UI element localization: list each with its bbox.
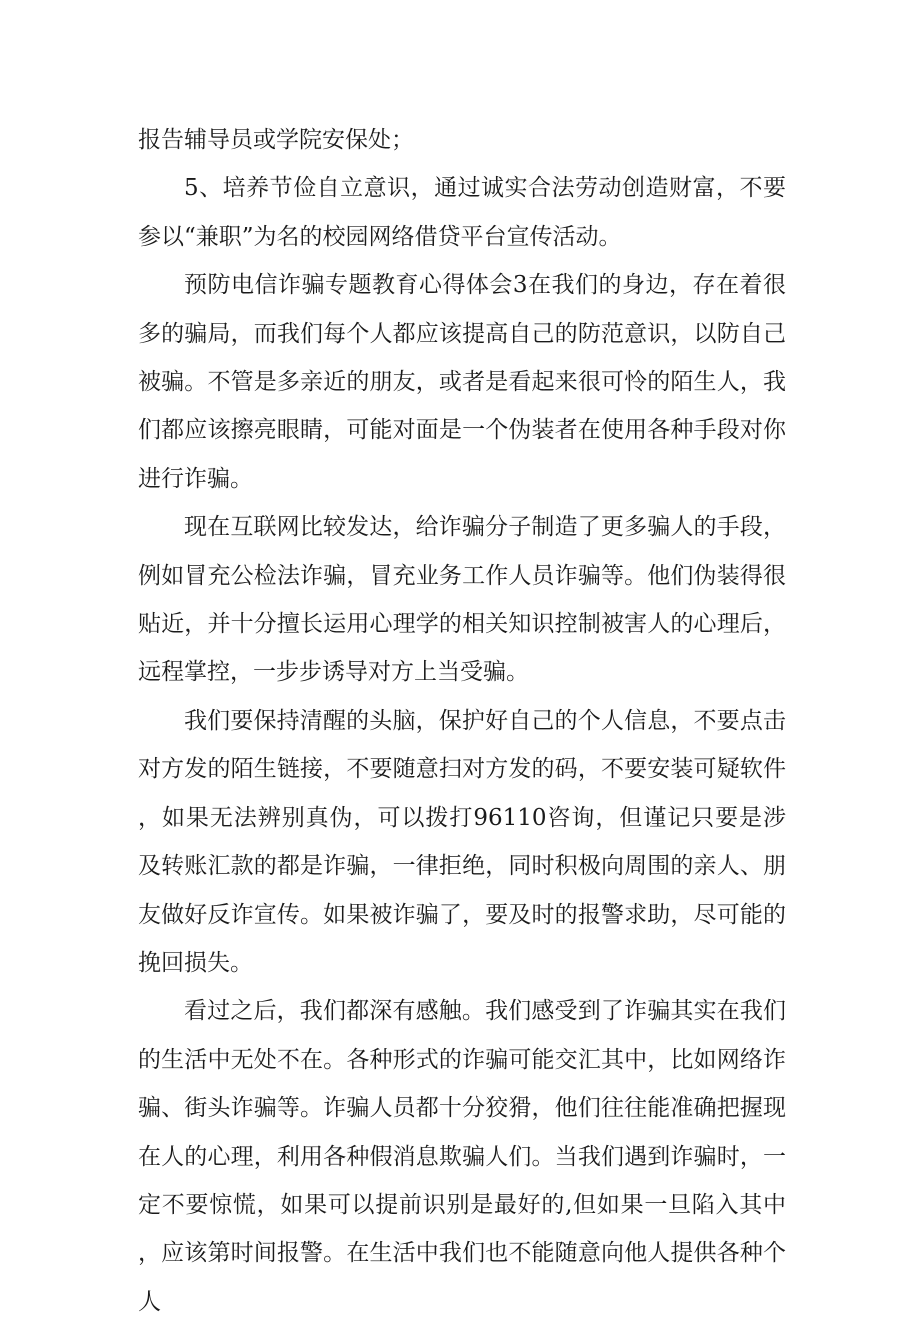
paragraph-3: 预防电信诈骗专题教育心得体会3在我们的身边，存在着很多的骗局，而我们每个人都应该提高自己的防范意识，以防自己被骗。不管是多亲近的朋友，或者是看起来很可怜的陌生人，我们都应该擦亮眼睛，可能对面是一个伪装者在使用各种手段对你进行诈骗。 [138, 272, 786, 492]
paragraph-2: 5、培养节俭自立意识，通过诚实合法劳动创造财富，不要参以“兼职”为名的校园网络借贷平台宣传活动。 [138, 175, 786, 250]
paragraph-1: 报告辅导员或学院安保处； [138, 127, 414, 153]
paragraph-4: 现在互联网比较发达，给诈骗分子制造了更多骗人的手段，例如冒充公检法诈骗，冒充业务工作人员诈骗等。他们伪装得很贴近，并十分擅长运用心理学的相关知识控制被害人的心理后，远程掌控，一步步诱导对方上当受骗。 [138, 514, 786, 686]
document-body [138, 116, 786, 1326]
paragraph-5: 我们要保持清醒的头脑，保护好自己的个人信息，不要点击对方发的陌生链接，不要随意扫对方发的码，不要安装可疑软件，如果无法辨别真伪，可以拨打96110咨询，但谨记只要是涉及转账汇款的都是诈骗，一律拒绝，同时积极向周围的亲人、朋友做好反诈宣传。如果被诈骗了，要及时的报警求助，尽可能的挽回损失。 [138, 707, 786, 976]
paragraph-6: 看过之后，我们都深有感触。我们感受到了诈骗其实在我们的生活中无处不在。各种形式的诈骗可能交汇其中，比如网络诈骗、街头诈骗等。诈骗人员都十分狡猾，他们往往能准确把握现在人的心理，利用各种假消息欺骗人们。当我们遇到诈骗时，一定不要惊慌，如果可以提前识别是最好的,但如果一旦陷入其中，应该第时间报警。在生活中我们也不能随意向他人提供各种个人 [138, 998, 786, 1315]
